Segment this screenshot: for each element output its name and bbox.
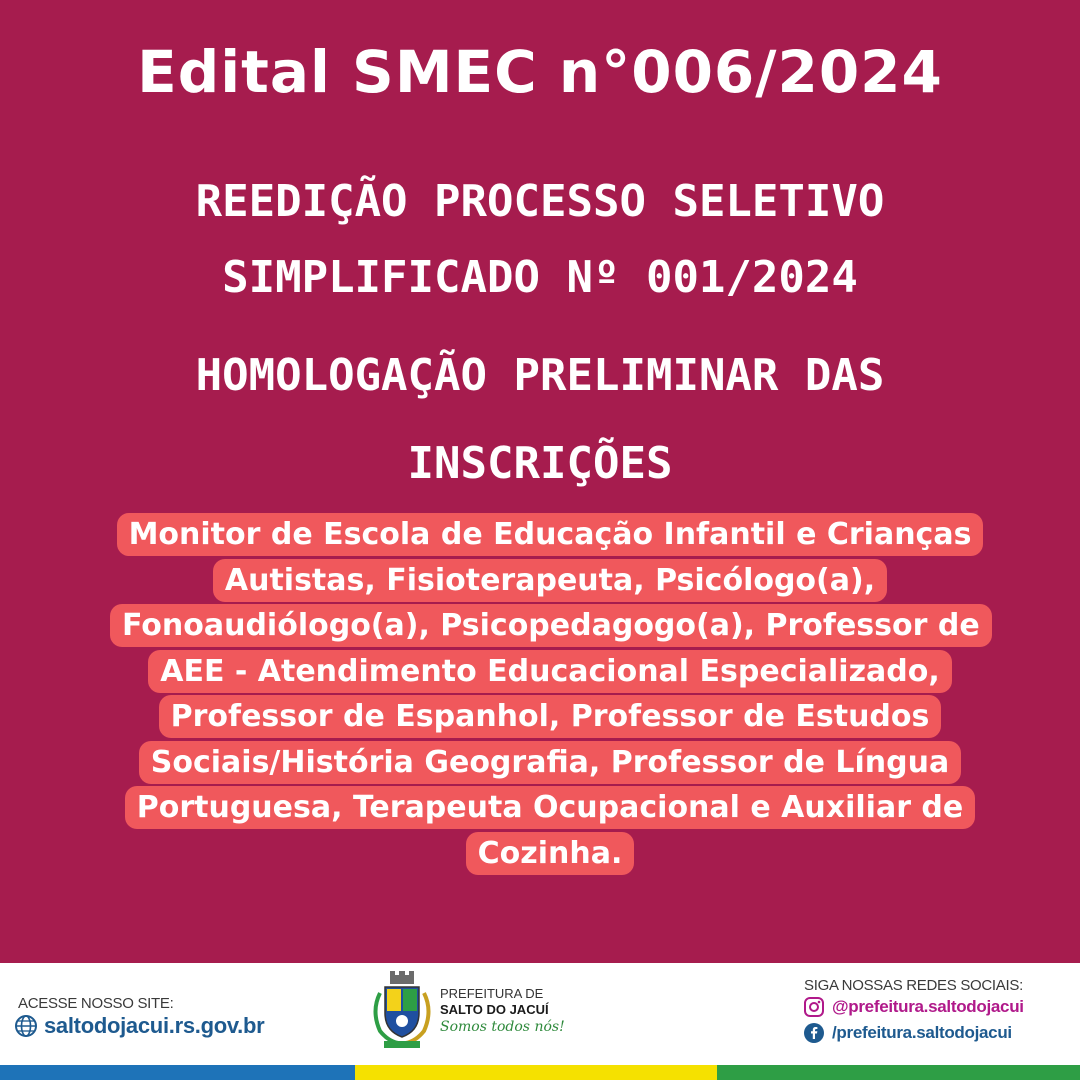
page-title: Edital SMEC n°006/2024 <box>137 38 943 106</box>
facebook-link[interactable] <box>804 1023 1012 1043</box>
positions-block <box>110 512 990 876</box>
site-label: ACESSE NOSSO SITE: <box>18 995 174 1012</box>
process-subtitle <box>0 164 1080 316</box>
site-url[interactable]: saltodojacui.rs.gov.br <box>44 1013 265 1038</box>
footer <box>0 963 1080 1065</box>
instagram-link[interactable] <box>804 997 1024 1017</box>
notice-line-2: INSCRIÇÕES <box>407 438 673 489</box>
logo-line-1: PREFEITURA DE <box>440 986 544 1001</box>
notice-heading <box>0 332 1080 508</box>
prefeitura-logo <box>368 971 568 1051</box>
logo-line-2: SALTO DO JACUÍ <box>440 1002 549 1017</box>
globe-icon <box>14 1014 38 1038</box>
notice-line-1: HOMOLOGAÇÃO PRELIMINAR DAS <box>195 350 885 401</box>
site-link[interactable] <box>14 1013 264 1039</box>
subtitle-line-1: REEDIÇÃO PROCESSO SELETIVO <box>195 176 885 227</box>
color-stripe-yellow <box>355 1065 717 1080</box>
social-label: SIGA NOSSAS REDES SOCIAIS: <box>804 977 1023 994</box>
positions-list: Monitor de Escola de Educação Infantil e Crianças Autistas, Fisioterapeuta, Psicólogo(a), Fonoaudiólogo(a), Psicopedagogo(a), Professor de AEE - Atendimento Educacional Especializado, Professor de Espanhol, Professor de Estudos Sociais/História Geografia, Professor de Língua Portuguesa, Terapeuta Ocupacional e Auxiliar de Cozinha. <box>110 513 992 875</box>
instagram-icon <box>804 997 824 1017</box>
color-stripe-blue <box>0 1065 355 1080</box>
instagram-handle[interactable]: @prefeitura.saltodojacui <box>832 997 1024 1016</box>
facebook-handle[interactable]: /prefeitura.saltodojacui <box>832 1023 1012 1042</box>
municipal-crest-icon <box>368 971 436 1051</box>
logo-slogan: Somos todos nós! <box>440 1019 565 1035</box>
subtitle-line-2: SIMPLIFICADO Nº 001/2024 <box>222 252 858 303</box>
color-stripe-green <box>717 1065 1080 1080</box>
facebook-icon <box>804 1023 824 1043</box>
